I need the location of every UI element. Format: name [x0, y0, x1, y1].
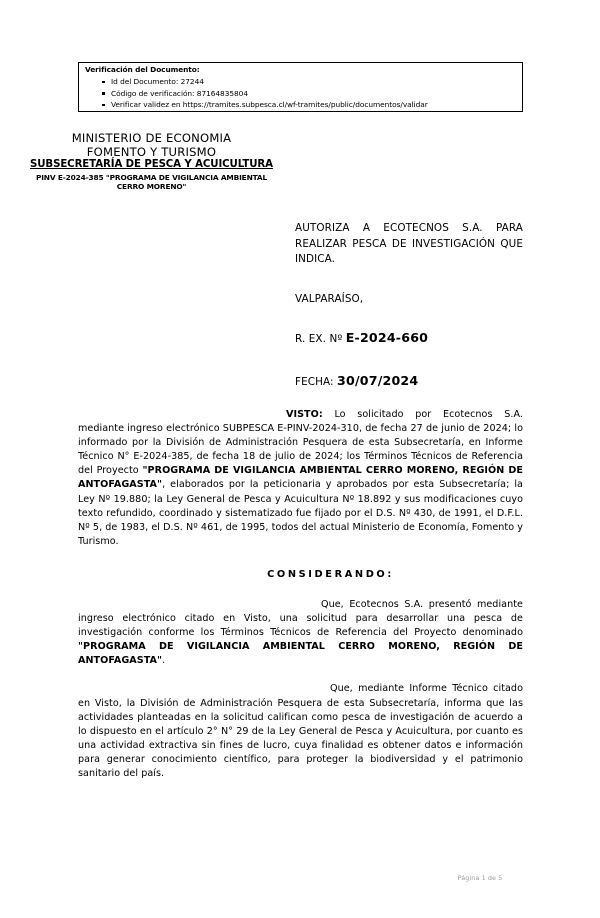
considerando-paragraph-2 [78, 682, 523, 781]
resolution-city: VALPARAÍSO, [295, 292, 364, 305]
cons2-text: Que, mediante Informe Técnico citado en Visto, la División de Administración Pesquera de esta Subsecretaría, informa que las actividades planteadas en la solicitud califican como pesca de investigación de acuerdo a lo dispuesto en el artículo 2° N° 29 de la Ley General de Pesca y Acuicultura, por cuanto es una actividad extractiva sin fines de lucro, cuya finalidad es obtener datos e información para generar conocimiento científico, para proteger la biodiversidad y el patrimonio sanitario del país. [78, 683, 523, 779]
resolution-title-block [295, 221, 523, 388]
visto-project-name: "PROGRAMA DE VIGILANCIA AMBIENTAL CERRO MORENO, REGIÓN DE ANTOFAGASTA" [78, 465, 523, 491]
resolution-date-value: 30/07/2024 [337, 372, 419, 388]
document-verification-box [78, 62, 523, 112]
verification-title: Verificación del Documento: [85, 65, 200, 74]
visto-label: VISTO: [286, 409, 323, 420]
cons1-text-part-2: . [162, 655, 166, 667]
verification-item-url: Verificar validez en https://tramites.subpesca.cl/wf-tramites/public/documentos/validar [111, 100, 428, 110]
resolution-number-line [295, 330, 523, 345]
document-body [78, 408, 523, 781]
verification-item-code: Código de verificación: 87164835804 [111, 88, 428, 100]
project-reference: PINV E-2024-385 "PROGRAMA DE VIGILANCIA AMBIENTAL CERRO MORENO" [35, 172, 268, 191]
resolution-subject: AUTORIZA A ECOTECNOS S.A. PARA REALIZAR PESCA DE INVESTIGACIÓN QUE INDICA. [295, 222, 523, 266]
verification-list [97, 76, 428, 111]
ministry-line-2: FOMENTO Y TURISMO [86, 144, 217, 159]
resolution-number-value: E-2024-660 [345, 329, 429, 345]
ministry-line-1: MINISTERIO DE ECONOMIA [71, 131, 232, 145]
cons1-project-name: "PROGRAMA DE VIGILANCIA AMBIENTAL CERRO MORENO, REGIÓN DE ANTOFAGASTA" [78, 641, 523, 667]
cons1-text-part-1: Que, Ecotecnos S.A. presentó mediante ingreso electrónico citado en Visto, una solicitud para desarrollar una pesca de investigación conforme los Términos Técnicos de Referencia del Proyecto denominado [78, 598, 523, 639]
subsecretaria-title: SUBSECRETARÍA DE PESCA Y ACUICULTURA [30, 159, 273, 171]
visto-paragraph [78, 408, 523, 549]
resolution-date-line [295, 373, 523, 388]
resolution-number-label: R. EX. Nº [295, 332, 343, 345]
ministry-header [30, 132, 273, 191]
visto-text-part-1: Lo solicitado por Ecotecnos S.A. mediante ingreso electrónico SUBPESCA E-PINV-2024-310, de fecha 27 de junio de 2024; lo informado por la División de Administración Pesquera de esta Subsecretaría, en Informe Técnico N° E-2024-385, de fecha 18 de julio de 2024; los Términos Técnicos de Referencia del Proyecto [78, 409, 523, 477]
considerando-paragraph-1 [78, 598, 523, 668]
resolution-date-label: FECHA: [295, 375, 334, 388]
page-number-footer: Página 1 de 5 [457, 874, 503, 882]
visto-text-part-2: , elaborados por la peticionaria y aprobados por esta Subsecretaría; la Ley Nº 19.880; la Ley General de Pesca y Acuicultura Nº 18.892 y sus modificaciones cuyo texto refundido, coordinado y sistematizado fue fijado por el D.S. Nº 430, de 1991, el D.F.L. Nº 5, de 1983, el D.S. Nº 461, de 1995, todos del actual Ministerio de Economía, Fomento y Turismo. [78, 479, 523, 547]
considerando-heading: CONSIDERANDO: [267, 568, 394, 580]
verification-item-id: Id del Documento: 27244 [111, 76, 428, 88]
